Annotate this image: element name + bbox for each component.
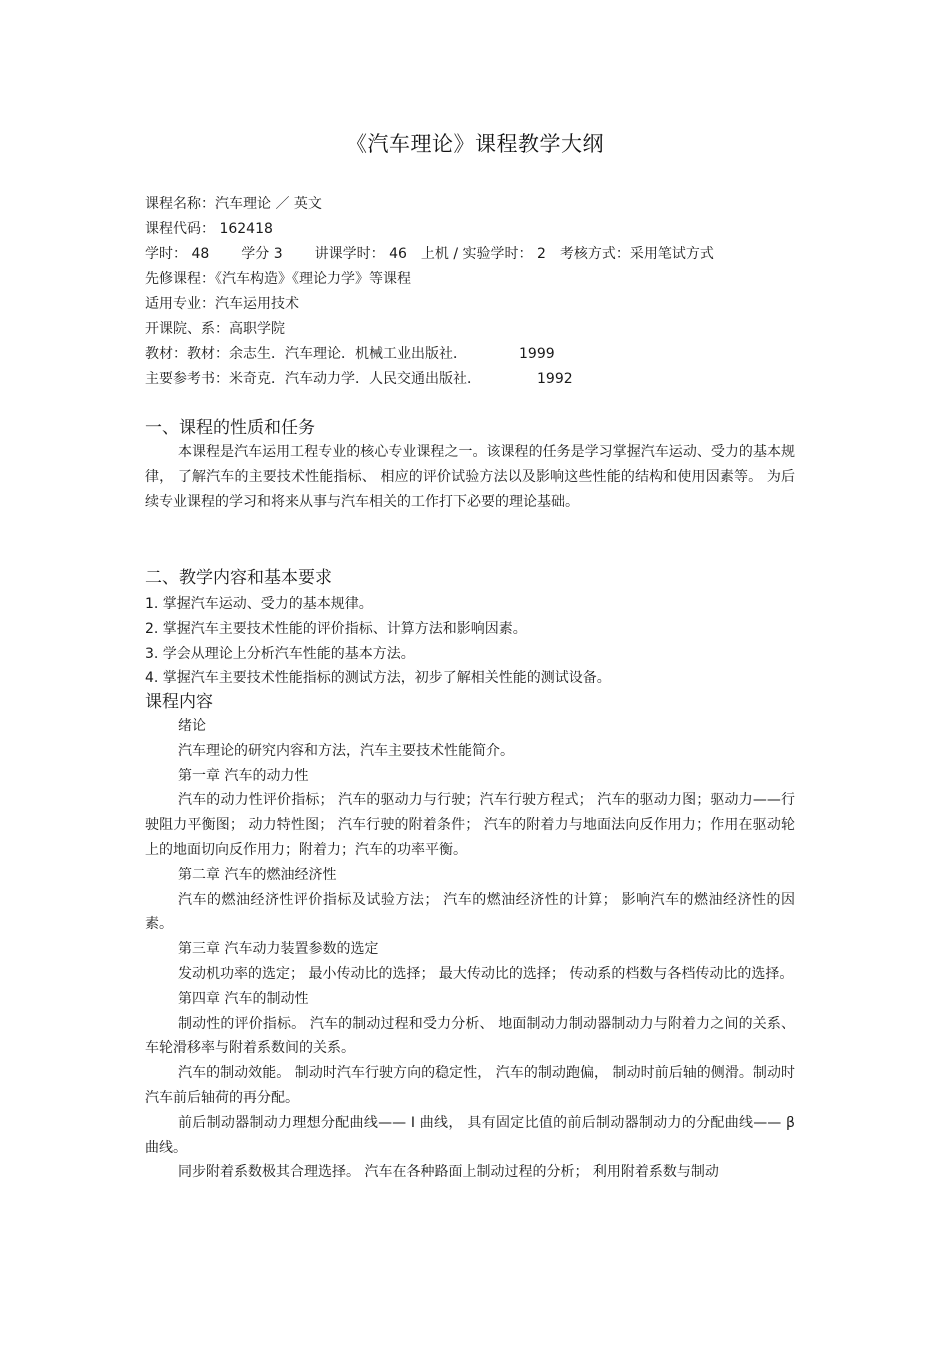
content-heading: 课程内容 <box>145 692 213 712</box>
chapter-2-title: 第二章 汽车的燃油经济性 <box>178 866 337 883</box>
lab-hours: 上机 / 实验学时： 2 <box>420 246 546 262</box>
reference-text: 主要参考书：米奇克．汽车动力学．人民交通出版社． <box>145 371 481 387</box>
course-meta <box>145 192 805 392</box>
section-1-heading: 一、课程的性质和任务 <box>145 418 315 438</box>
exam-method: 考核方式：采用笔试方式 <box>559 246 714 262</box>
list-item: 4. 掌握汽车主要技术性能指标的测试方法，初步了解相关性能的测试设备。 <box>145 670 611 687</box>
course-name-line: 课程名称：汽车理论 ／ 英文 <box>145 196 322 212</box>
chapter-1-body: 汽车的动力性评价指标； 汽车的驱动力与行驶；汽车行驶方程式； 汽车的驱动力图；驱动力——行驶阻力平衡图； 动力特性图； 汽车行驶的附着条件； 汽车的附着力与地面法向反作用力；作用在驱动轮上的地面切向反作用力；附着力；汽车的功率平衡。 <box>145 792 795 858</box>
major-line: 适用专业：汽车运用技术 <box>145 296 299 312</box>
prerequisites-line: 先修课程：《汽车构造》《理论力学》等课程 <box>145 271 411 287</box>
requirements-list <box>145 592 795 691</box>
lecture-hours: 讲课学时： 46 <box>314 246 407 262</box>
chapter-2-body: 汽车的燃油经济性评价指标及试验方法； 汽车的燃油经济性的计算； 影响汽车的燃油经济性的因素。 <box>145 891 795 933</box>
chapter-4-paragraph-2: 汽车的制动效能。 制动时汽车行驶方向的稳定性， 汽车的制动跑偏， 制动时前后轴的侧滑。制动时汽车前后轴荷的再分配。 <box>145 1065 795 1106</box>
chapter-4-title: 第四章 汽车的制动性 <box>178 990 309 1007</box>
list-item: 1. 掌握汽车运动、受力的基本规律。 <box>145 596 373 612</box>
department-line: 开课院、系：高职学院 <box>145 321 285 337</box>
intro-title: 绪论 <box>178 718 206 734</box>
course-code-line: 课程代码： 162418 <box>145 221 273 237</box>
textbook-text: 教材：教材：余志生．汽车理论．机械工业出版社． <box>145 346 467 362</box>
chapter-4-paragraph-3: 前后制动器制动力理想分配曲线—— I 曲线， 具有固定比值的前后制动器制动力的分配曲线—— β 曲线。 <box>145 1114 795 1156</box>
chapter-4-paragraph-1: 制动性的评价指标。 汽车的制动过程和受力分析、 地面制动力制动器制动力与附着力之间的关系、车轮滑移率与附着系数间的关系。 <box>145 1015 795 1057</box>
chapter-3-body: 发动机功率的选定； 最小传动比的选择； 最大传动比的选择； 传动系的档数与各档传动比的选择。 <box>178 965 794 982</box>
hours-line <box>145 242 805 267</box>
list-item: 3. 学会从理论上分析汽车性能的基本方法。 <box>145 645 415 662</box>
chapter-1-title: 第一章 汽车的动力性 <box>178 767 309 784</box>
section-2-heading: 二、教学内容和基本要求 <box>145 568 332 588</box>
document-title: 《汽车理论》课程教学大纲 <box>346 132 604 156</box>
reference-year: 1992 <box>537 371 573 387</box>
intro-body: 汽车理论的研究内容和方法，汽车主要技术性能简介。 <box>178 742 514 759</box>
credits: 学分 3 <box>241 246 283 262</box>
reference-line <box>145 367 805 392</box>
list-item: 2. 掌握汽车主要技术性能的评价指标、计算方法和影响因素。 <box>145 620 527 637</box>
course-content <box>145 714 795 1185</box>
textbook-line <box>145 342 805 367</box>
section-1-body: 本课程是汽车运用工程专业的核心专业课程之一。该课程的任务是学习掌握汽车运动、受力的基本规律， 了解汽车的主要技术性能指标、 相应的评价试验方法以及影响这些性能的结构和使用因素等。 为后续专业课程的学习和将来从事与汽车相关的工作打下必要的理论基础。 <box>145 444 795 510</box>
chapter-4-paragraph-4: 同步附着系数极其合理选择。 汽车在各种路面上制动过程的分析； 利用附着系数与制动 <box>178 1164 719 1181</box>
textbook-year: 1999 <box>519 346 555 362</box>
chapter-3-title: 第三章 汽车动力装置参数的选定 <box>178 941 379 958</box>
total-hours: 学时： 48 <box>145 246 210 262</box>
